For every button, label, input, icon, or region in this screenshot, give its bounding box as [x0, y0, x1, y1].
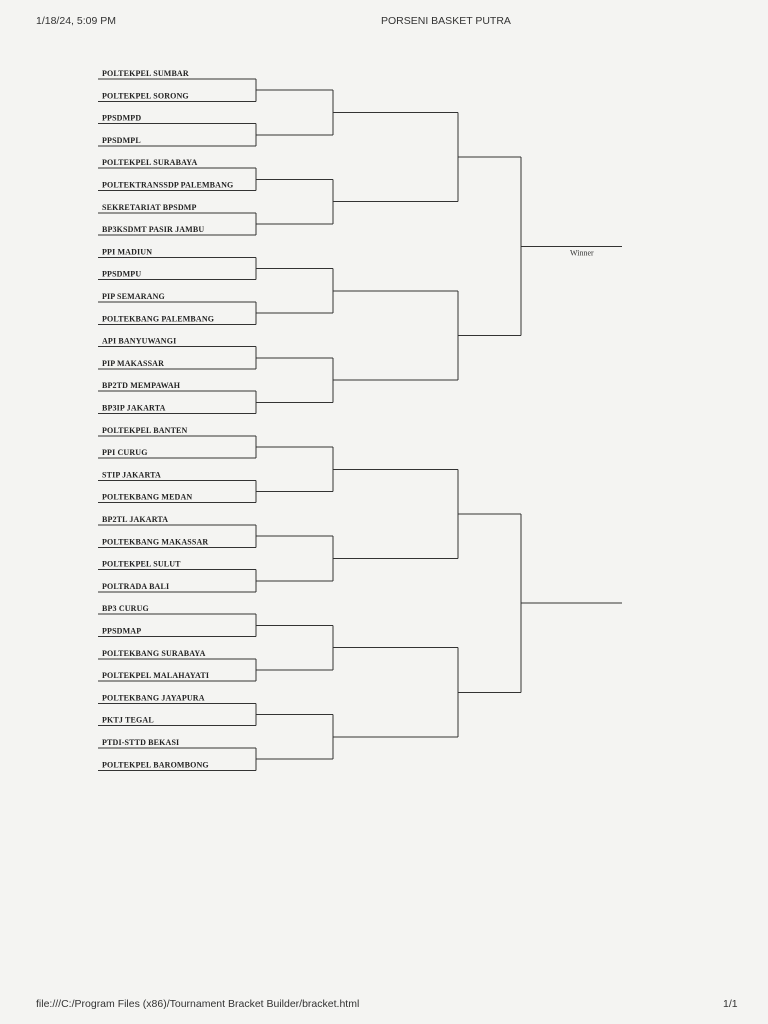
team-name: POLTEKPEL BAROMBONG: [102, 760, 209, 770]
page-title: PORSENI BASKET PUTRA: [381, 15, 511, 27]
team-name: POLTEKPEL SULUT: [102, 559, 181, 569]
team-name: PTDI-STTD BEKASI: [102, 738, 180, 747]
team-name: PPSDMAP: [102, 626, 142, 636]
team-name: POLTEKBANG MAKASSAR: [102, 537, 209, 547]
team-name: API BANYUWANGI: [102, 336, 177, 346]
team-name: POLTEKTRANSSDP PALEMBANG: [102, 180, 234, 190]
team-name: BP2TD MEMPAWAH: [102, 381, 181, 391]
team-name: PKTJ TEGAL: [102, 715, 154, 725]
team-name: BP3IP JAKARTA: [102, 403, 166, 413]
team-name: POLTEKPEL BANTEN: [102, 425, 188, 435]
team-name: POLTEKPEL SORONG: [102, 91, 189, 101]
team-labels: [102, 69, 233, 769]
team-name: PPSDMPL: [102, 135, 141, 145]
team-name: POLTEKPEL MALAHAYATI: [102, 671, 210, 681]
team-name: POLTEKPEL SUMBAR: [102, 69, 189, 78]
team-name: POLTEKBANG MEDAN: [102, 492, 193, 502]
team-name: PPI CURUG: [102, 448, 148, 458]
team-name: POLTEKBANG PALEMBANG: [102, 314, 215, 324]
team-name: BP3KSDMT PASIR JAMBU: [102, 225, 205, 235]
team-name: PIP SEMARANG: [102, 292, 165, 301]
team-name: POLTEKBANG JAYAPURA: [102, 693, 205, 703]
file-path: file:///C:/Program Files (x86)/Tournament Bracket Builder/bracket.html: [36, 998, 360, 1010]
team-name: STIP JAKARTA: [102, 470, 161, 480]
page-number: 1/1: [723, 998, 738, 1010]
team-name: SEKRETARIAT BPSDMP: [102, 202, 197, 212]
team-name: BP2TL JAKARTA: [102, 515, 169, 524]
team-name: PPI MADIUN: [102, 247, 153, 257]
team-name: POLTEKPEL SURABAYA: [102, 158, 198, 168]
team-name: PIP MAKASSAR: [102, 358, 165, 368]
team-name: BP3 CURUG: [102, 604, 149, 614]
team-name: POLTRADA BALI: [102, 581, 170, 591]
team-name: POLTEKBANG SURABAYA: [102, 648, 206, 658]
print-datetime: 1/18/24, 5:09 PM: [36, 15, 116, 27]
team-name: PPSDMPU: [102, 269, 142, 279]
team-name: PPSDMPD: [102, 113, 142, 123]
winner-label: Winner: [570, 248, 594, 258]
